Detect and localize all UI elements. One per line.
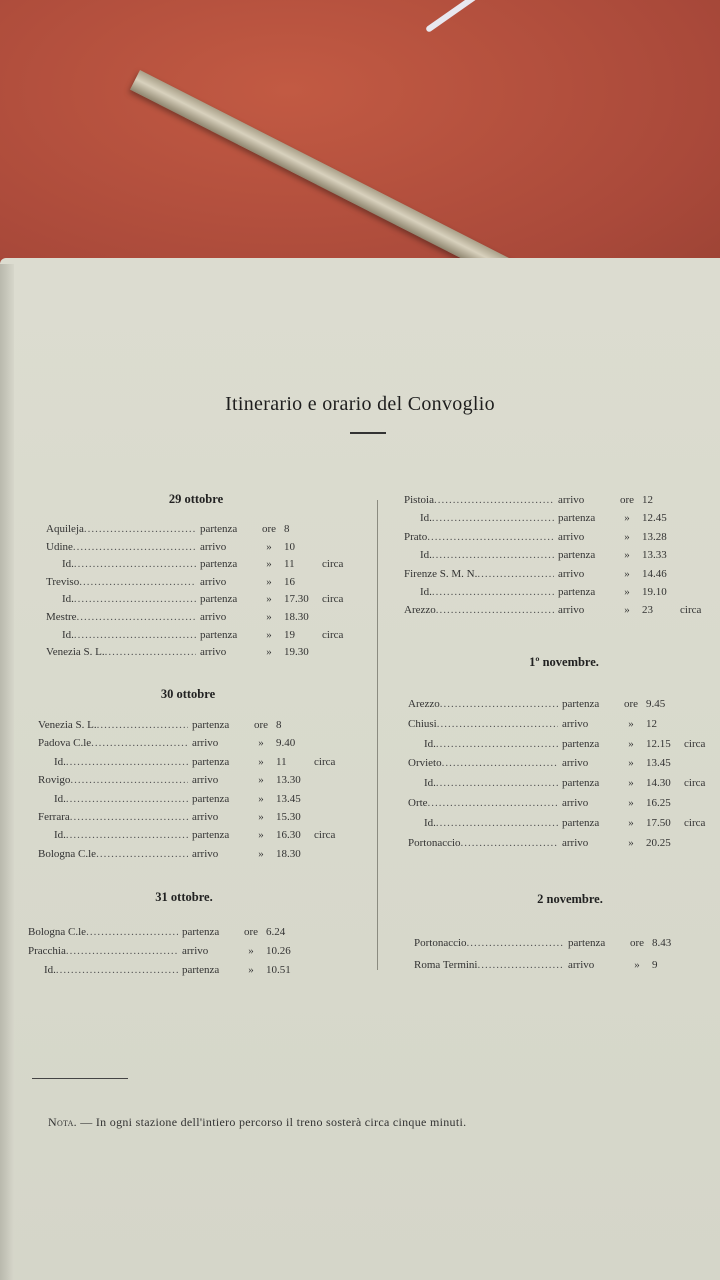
station-name: Bologna C.le <box>28 926 87 938</box>
timetable-row <box>28 926 328 944</box>
ore-mark: » <box>258 737 264 750</box>
movement-type: partenza <box>192 719 230 731</box>
ore-mark: » <box>624 604 630 617</box>
station-name: Treviso <box>46 575 80 588</box>
timetable-row <box>38 829 348 847</box>
ore-mark: » <box>266 540 272 553</box>
time-note: circa <box>322 593 344 606</box>
footnote-text: — In ogni stazione dell'intiero percorso il treno sosterà circa cinque minuti. <box>80 1115 467 1129</box>
time-value: 18.30 <box>284 611 309 623</box>
ore-mark: » <box>624 512 630 525</box>
movement-type: arrivo <box>200 611 227 623</box>
leader-dots <box>86 926 178 938</box>
time-value: 13.45 <box>646 757 671 770</box>
time-value: 23 <box>642 604 653 617</box>
movement-type: arrivo <box>558 494 585 506</box>
time-note: circa <box>314 829 336 842</box>
time-value: 8.43 <box>652 937 672 949</box>
time-value: 16.30 <box>276 829 301 842</box>
time-value: 10.26 <box>266 944 291 957</box>
time-value: 12.15 <box>646 737 671 750</box>
movement-type: partenza <box>558 586 596 598</box>
ore-mark: » <box>628 836 634 849</box>
column-divider <box>377 500 378 970</box>
ore-mark: ore <box>619 494 635 506</box>
leader-dots <box>436 817 558 829</box>
time-value: 19.30 <box>284 646 309 659</box>
timetable-row <box>408 777 718 795</box>
time-value: 13.30 <box>276 774 301 787</box>
time-value: 10 <box>284 540 295 553</box>
leader-dots <box>428 797 558 809</box>
leader-dots <box>74 558 196 570</box>
timetable-row <box>38 811 348 829</box>
movement-type: arrivo <box>558 604 585 617</box>
timetable-row <box>46 629 346 647</box>
timetable-row <box>404 512 714 530</box>
ore-mark: » <box>624 567 630 580</box>
station-name: Id. <box>62 593 74 606</box>
station-name: Orte <box>408 797 428 809</box>
movement-type: partenza <box>182 926 220 938</box>
station-name: Id. <box>420 512 432 525</box>
time-value: 9.40 <box>276 737 296 750</box>
time-value: 16 <box>284 575 295 588</box>
leader-dots <box>66 829 188 841</box>
movement-type: partenza <box>200 593 238 606</box>
timetable-row <box>408 837 718 855</box>
station-name: Firenze S. M. N. <box>404 567 478 580</box>
timetable-row <box>404 604 714 622</box>
movement-type: partenza <box>562 737 600 750</box>
time-value: 10.51 <box>266 963 291 976</box>
day-heading: 29 ottobre <box>168 492 224 506</box>
footnote <box>48 1115 466 1130</box>
station-name: Orvieto <box>408 757 442 770</box>
station-name: Pracchia <box>28 944 66 957</box>
station-name: Id. <box>420 586 432 598</box>
movement-type: arrivo <box>182 944 209 957</box>
station-name: Bologna C.le <box>38 847 97 860</box>
day-heading: 31 ottobre. <box>155 890 213 904</box>
station-name: Id. <box>424 737 436 750</box>
leader-dots <box>79 576 196 588</box>
leader-dots <box>74 593 196 605</box>
timetable-row <box>408 718 718 736</box>
time-value: 16.25 <box>646 797 671 809</box>
leader-dots <box>70 811 188 823</box>
timetable-row <box>404 494 714 512</box>
time-value: 9 <box>652 959 658 971</box>
ore-mark: » <box>258 847 264 860</box>
ore-mark: » <box>266 593 272 606</box>
timetable-row <box>46 576 346 594</box>
time-note: circa <box>322 628 344 641</box>
timetable-row <box>46 523 346 541</box>
leader-dots <box>73 541 196 553</box>
movement-type: arrivo <box>200 646 227 659</box>
time-value: 13.33 <box>642 549 667 562</box>
station-name: Arezzo <box>408 698 440 710</box>
timetable-row <box>408 817 718 835</box>
timetable-row <box>38 774 348 792</box>
ore-mark: » <box>258 829 264 842</box>
ore-mark: ore <box>623 698 639 710</box>
station-name: Portonaccio <box>414 937 467 949</box>
ore-mark: ore <box>629 937 645 949</box>
timetable-row <box>38 719 348 737</box>
leader-dots <box>97 719 188 731</box>
ore-mark: » <box>258 811 264 823</box>
leader-dots <box>436 604 554 616</box>
time-value: 11 <box>276 755 287 768</box>
movement-type: partenza <box>562 777 600 790</box>
movement-type: arrivo <box>192 811 219 823</box>
movement-type: arrivo <box>558 567 585 580</box>
footnote-lead: Nota. <box>48 1115 77 1129</box>
station-name: Portonaccio <box>408 836 461 849</box>
ore-mark: » <box>258 755 264 768</box>
time-value: 12 <box>646 717 657 730</box>
movement-type: partenza <box>192 829 230 842</box>
station-name: Aquileja <box>46 523 84 535</box>
ore-mark: » <box>628 797 634 809</box>
ore-mark: » <box>624 586 630 598</box>
leader-dots <box>432 512 554 524</box>
footnote-rule <box>32 1078 128 1079</box>
time-note: circa <box>680 604 702 617</box>
time-note: circa <box>684 777 706 790</box>
time-value: 17.30 <box>284 593 309 606</box>
desk-background <box>0 0 720 300</box>
timetable-row <box>408 757 718 775</box>
movement-type: arrivo <box>562 717 589 730</box>
station-name: Pistoia <box>404 494 434 506</box>
timetable-row <box>46 593 346 611</box>
movement-type: arrivo <box>558 530 585 543</box>
ore-mark: » <box>628 757 634 770</box>
station-name: Ferrara <box>38 811 70 823</box>
ore-mark: » <box>266 628 272 641</box>
movement-type: partenza <box>200 628 238 641</box>
station-name: Id. <box>54 792 66 805</box>
station-name: Id. <box>424 816 436 829</box>
ore-mark: » <box>624 530 630 543</box>
leader-dots <box>436 777 558 789</box>
station-name: Udine <box>46 540 73 553</box>
ore-mark: » <box>266 575 272 588</box>
timetable-row <box>28 964 328 982</box>
ore-mark: » <box>248 944 254 957</box>
movement-type: partenza <box>568 937 606 949</box>
ore-mark: » <box>258 792 264 805</box>
ore-mark: » <box>266 646 272 659</box>
timetable-row <box>408 698 718 716</box>
leader-dots <box>56 964 178 976</box>
timetable-row <box>46 558 346 576</box>
ore-mark: ore <box>253 719 269 731</box>
movement-type: arrivo <box>562 836 589 849</box>
day-heading: 30 ottobre <box>160 687 216 701</box>
movement-type: arrivo <box>562 757 589 770</box>
time-value: 13.28 <box>642 530 667 543</box>
movement-type: arrivo <box>200 575 227 588</box>
time-value: 20.25 <box>646 836 671 849</box>
timetable-row <box>408 797 718 815</box>
station-name: Id. <box>54 755 66 768</box>
ore-mark: » <box>266 611 272 623</box>
timetable-row <box>38 793 348 811</box>
station-name: Arezzo <box>404 604 436 617</box>
time-value: 19 <box>284 628 295 641</box>
timetable-row <box>28 945 328 963</box>
movement-type: partenza <box>192 792 230 805</box>
movement-type: arrivo <box>192 774 219 787</box>
movement-type: partenza <box>558 549 596 562</box>
ore-mark: » <box>266 558 272 571</box>
leader-dots <box>105 646 196 658</box>
leader-dots <box>74 629 196 641</box>
leader-dots <box>427 531 554 543</box>
movement-type: partenza <box>558 512 596 525</box>
title-ornament-rule <box>350 432 386 434</box>
ore-mark: ore <box>261 523 277 535</box>
ore-mark: ore <box>243 926 259 938</box>
time-value: 19.10 <box>642 586 667 598</box>
movement-type: partenza <box>182 963 220 976</box>
leader-dots <box>461 837 558 849</box>
time-value: 14.46 <box>642 567 667 580</box>
time-value: 14.30 <box>646 777 671 790</box>
ore-mark: » <box>624 549 630 562</box>
time-value: 9.45 <box>646 698 666 710</box>
leader-dots <box>66 756 188 768</box>
time-value: 8 <box>284 523 290 535</box>
station-name: Id. <box>62 558 74 571</box>
leader-dots <box>84 523 196 535</box>
leader-dots <box>432 549 554 561</box>
timetable-row <box>46 611 346 629</box>
movement-type: arrivo <box>192 847 219 860</box>
timetable-row <box>404 586 714 604</box>
time-value: 17.50 <box>646 816 671 829</box>
time-note: circa <box>684 737 706 750</box>
time-note: circa <box>322 558 344 571</box>
leader-dots <box>478 959 565 971</box>
time-note: circa <box>684 816 706 829</box>
station-name: Venezia S. L. <box>38 719 97 731</box>
time-value: 8 <box>276 719 282 731</box>
page-edge <box>0 264 14 1280</box>
time-value: 12 <box>642 494 653 506</box>
movement-type: partenza <box>200 523 238 535</box>
timetable-row <box>38 848 348 866</box>
day-heading: 1º novembre. <box>529 655 599 669</box>
leader-dots <box>66 945 178 957</box>
station-name: Venezia S. L. <box>46 646 105 659</box>
time-value: 18.30 <box>276 847 301 860</box>
ore-mark: » <box>628 737 634 750</box>
station-name: Rovigo <box>38 774 71 787</box>
leader-dots <box>442 757 558 769</box>
timetable-row <box>414 959 704 977</box>
time-value: 11 <box>284 558 295 571</box>
timetable-row <box>404 568 714 586</box>
timetable-row <box>38 737 348 755</box>
leader-dots <box>432 586 554 598</box>
station-name: Id. <box>54 829 66 842</box>
movement-type: partenza <box>562 816 600 829</box>
leader-dots <box>66 793 188 805</box>
timetable-row <box>38 756 348 774</box>
station-name: Chiusi <box>408 717 437 730</box>
leader-dots <box>96 848 188 860</box>
leader-dots <box>436 738 558 750</box>
movement-type: arrivo <box>200 540 227 553</box>
station-name: Mestre <box>46 611 77 623</box>
leader-dots <box>77 611 196 623</box>
ore-mark: » <box>258 774 264 787</box>
time-value: 6.24 <box>266 926 286 938</box>
leader-dots <box>70 774 188 786</box>
leader-dots <box>437 718 558 730</box>
station-name: Id. <box>62 628 74 641</box>
movement-type: arrivo <box>192 737 219 750</box>
leader-dots <box>440 698 558 710</box>
movement-type: arrivo <box>568 959 595 971</box>
leader-dots <box>434 494 554 506</box>
timetable-row <box>46 646 346 664</box>
ore-mark: » <box>248 963 254 976</box>
leader-dots <box>467 937 564 949</box>
time-value: 15.30 <box>276 811 301 823</box>
timetable-row <box>408 738 718 756</box>
ore-mark: » <box>634 959 640 971</box>
timetable-row <box>414 937 704 955</box>
leader-dots <box>91 737 188 749</box>
time-note: circa <box>314 755 336 768</box>
station-name: Id. <box>44 963 56 976</box>
station-name: Id. <box>424 777 436 790</box>
page-title: Itinerario e orario del Convoglio <box>225 393 495 415</box>
ore-mark: » <box>628 816 634 829</box>
station-name: Padova C.le <box>38 737 92 750</box>
ore-mark: » <box>628 777 634 790</box>
timetable-row <box>404 549 714 567</box>
timetable-row <box>404 531 714 549</box>
time-value: 13.45 <box>276 792 301 805</box>
movement-type: partenza <box>562 698 600 710</box>
station-name: Prato <box>404 530 428 543</box>
leader-dots <box>477 568 554 580</box>
time-value: 12.45 <box>642 512 667 525</box>
movement-type: partenza <box>200 558 238 571</box>
day-heading: 2 novembre. <box>537 892 603 906</box>
ore-mark: » <box>628 717 634 730</box>
movement-type: arrivo <box>562 797 589 809</box>
station-name: Roma Termini <box>414 959 478 971</box>
timetable-row <box>46 541 346 559</box>
station-name: Id. <box>420 549 432 562</box>
movement-type: partenza <box>192 755 230 768</box>
